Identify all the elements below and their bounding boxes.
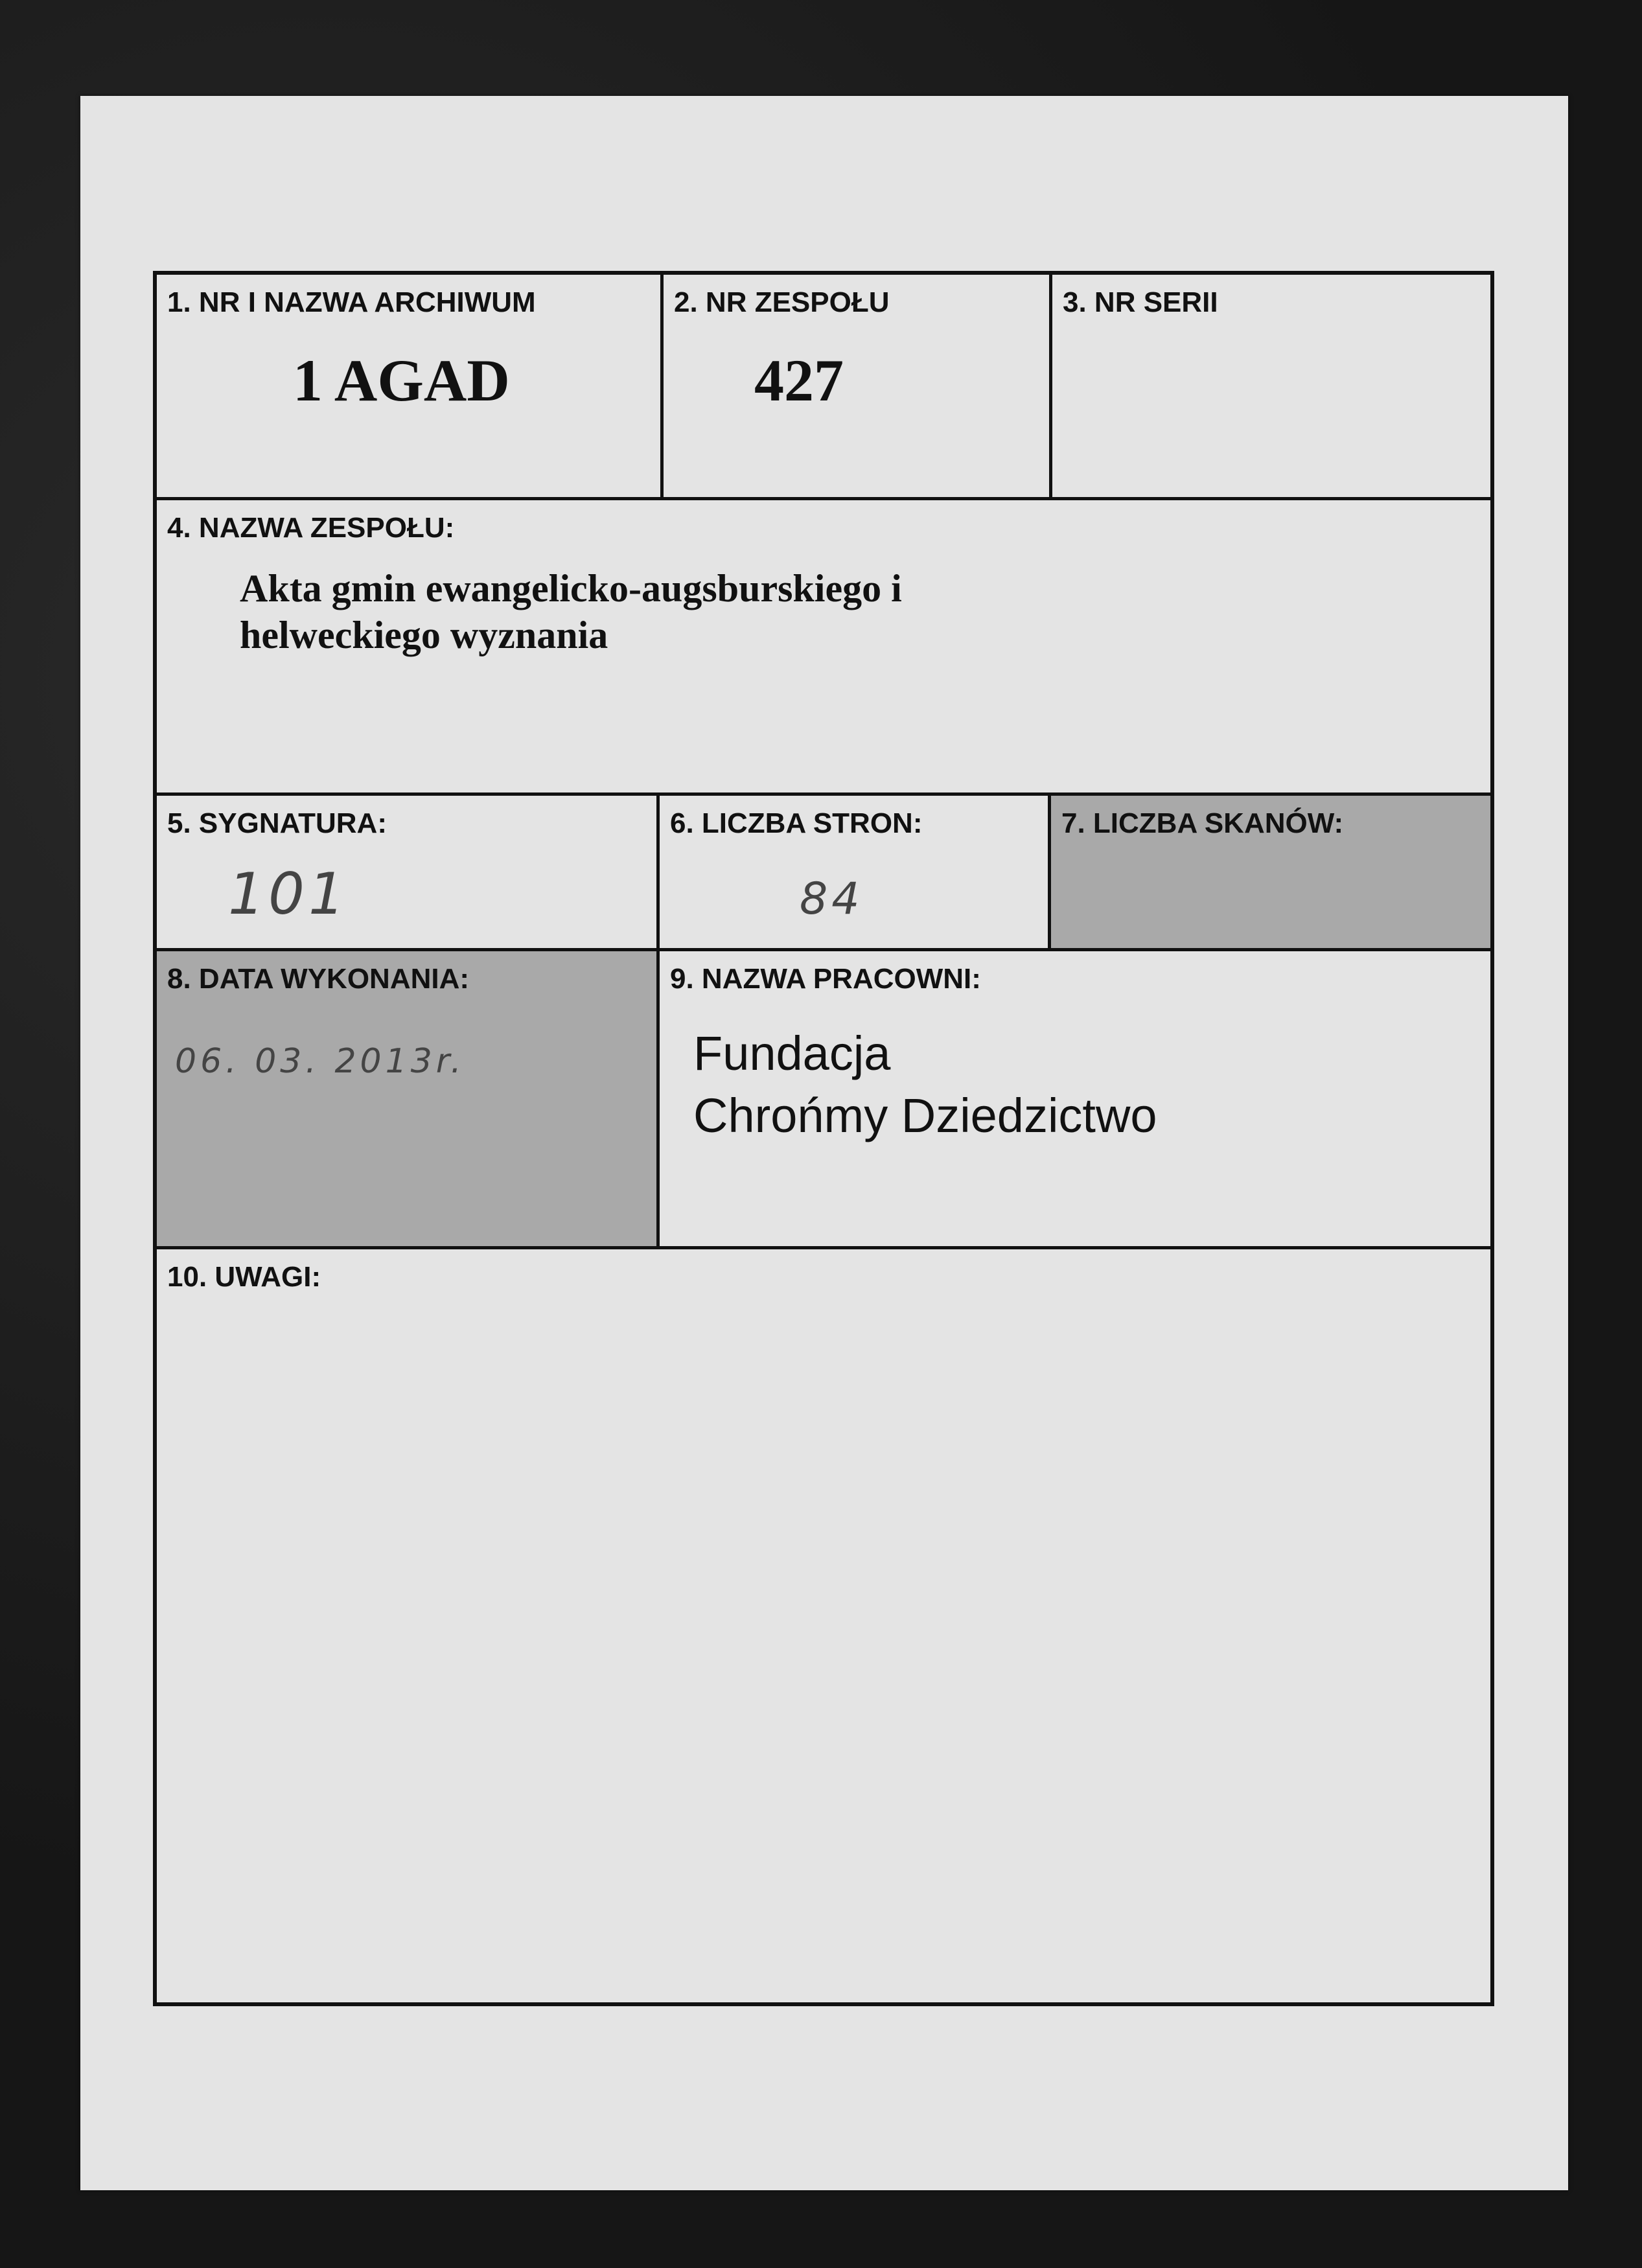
archive-label: 1. NR I NAZWA ARCHIWUM xyxy=(167,286,536,318)
workshop-name-label: 9. NAZWA PRACOWNI: xyxy=(670,963,981,995)
scan-count-label: 7. LICZBA SKANÓW: xyxy=(1061,807,1344,839)
signature-label: 5. SYGNATURA: xyxy=(167,807,387,839)
field-execution-date xyxy=(157,951,660,1249)
workshop-name-line-2: Chrońmy Dziedzictwo xyxy=(693,1089,1157,1143)
archive-value: 1 AGAD xyxy=(293,347,510,413)
execution-date-label: 8. DATA WYKONANIA: xyxy=(167,963,470,995)
field-signature xyxy=(157,796,660,951)
fonds-name-line-1: Akta gmin ewangelicko-augsburskiego i xyxy=(240,567,902,610)
signature-value: 101 xyxy=(228,861,349,927)
workshop-name-value xyxy=(693,1023,1157,1147)
field-remarks xyxy=(157,1249,1490,2002)
workshop-name-line-1: Fundacja xyxy=(693,1026,891,1080)
archive-form xyxy=(153,271,1494,2006)
page-count-value: 84 xyxy=(800,874,864,925)
field-archive xyxy=(157,275,664,500)
fonds-name-line-2: helweckiego wyznania xyxy=(240,614,608,656)
field-page-count xyxy=(660,796,1051,951)
fonds-number-value: 427 xyxy=(754,347,844,413)
remarks-label: 10. UWAGI: xyxy=(167,1261,321,1293)
fonds-name-label: 4. NAZWA ZESPOŁU: xyxy=(167,512,455,544)
field-series-number xyxy=(1052,275,1490,500)
execution-date-value: 06. 03. 2013r. xyxy=(175,1042,465,1081)
fonds-name-value xyxy=(240,565,902,658)
field-workshop-name xyxy=(660,951,1490,1249)
series-number-label: 3. NR SERII xyxy=(1063,286,1218,318)
page-count-label: 6. LICZBA STRON: xyxy=(670,807,923,839)
field-fonds-number xyxy=(664,275,1052,500)
field-fonds-name xyxy=(157,500,1490,796)
field-scan-count xyxy=(1051,796,1490,951)
fonds-number-label: 2. NR ZESPOŁU xyxy=(674,286,890,318)
